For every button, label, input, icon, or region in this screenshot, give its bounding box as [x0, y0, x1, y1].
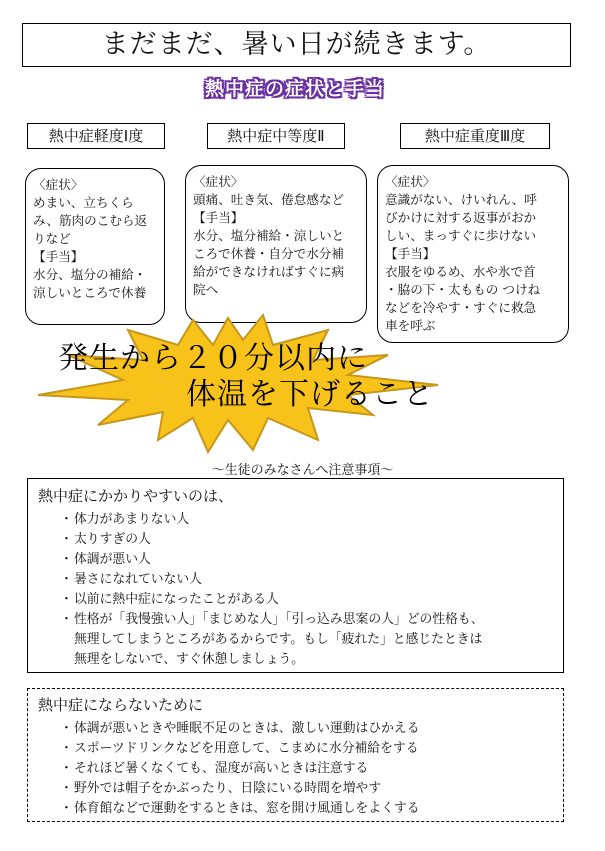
level-3-label: 熱中症重度Ⅲ度 — [400, 123, 550, 149]
card-line: 衣服をゆるめ、水や氷で首 — [385, 264, 536, 279]
list-item-text: 野外では帽子をかぶったり、日陰にいる時間を増やす — [74, 781, 382, 796]
card-line: 〈症状〉 — [385, 174, 436, 189]
list-item-text: それほど暑くなくても、湿度が高いときは注意する — [74, 761, 369, 776]
card-line: ・脇の下・太ももの つけね — [385, 282, 541, 297]
bullet: ・ — [60, 572, 73, 587]
level-1-label: 熱中症軽度Ⅰ度 — [27, 123, 165, 149]
card-line: み、筋肉のこむら返 — [33, 213, 148, 228]
card-line: めまい、立ちくら — [33, 195, 134, 210]
list-item-text: 体育館などで運動をするときは、窓を開け風通しをよくする — [74, 801, 420, 816]
card-line: などを冷やす・すぐに救急 — [385, 300, 537, 315]
list-item — [60, 530, 553, 550]
list-item — [60, 779, 553, 799]
card-line: しい、まっすぐに歩けない — [385, 228, 537, 243]
list-item — [60, 739, 553, 759]
section-banner — [180, 73, 410, 105]
list-item-text: 無理をしないで、すぐ休憩しましょう。 — [74, 652, 305, 667]
list-item-text: 性格が「我慢強い人」「まじめな人」「引っ込み思案の人」どの性格も、 — [74, 612, 484, 627]
card-line: 【手当】 — [33, 249, 84, 264]
bullet: ・ — [60, 592, 73, 607]
list-item — [60, 570, 553, 590]
bullet: ・ — [60, 741, 73, 756]
level-2-label: 熱中症中等度Ⅱ — [207, 123, 345, 149]
list-item — [60, 759, 553, 779]
risk-factors-box — [27, 478, 564, 673]
bullet: ・ — [60, 612, 73, 627]
card-line: びかけに対する返事がおか — [385, 210, 537, 225]
list-item-text: 体力があまりない人 — [74, 512, 190, 527]
bullet: ・ — [60, 552, 73, 567]
card-line: 〈症状〉 — [33, 177, 84, 192]
list-item — [60, 510, 553, 530]
list-item-text: 体調が悪いときや睡眠不足のときは、激しい運動はひかえる — [74, 721, 420, 736]
list-item — [60, 590, 553, 610]
bullet: ・ — [60, 801, 73, 816]
list-item-text: 以前に熱中症になったことがある人 — [74, 592, 279, 607]
list-item — [60, 799, 553, 819]
bullet: ・ — [60, 781, 73, 796]
list-item — [60, 610, 553, 670]
card-line: 車を呼ぶ — [385, 318, 436, 333]
list-item-text: スポーツドリンクなどを用意して、こまめに水分補給をする — [74, 741, 419, 756]
card-line: 涼しいところで休養 — [33, 285, 147, 300]
card-line: 【手当】 — [385, 246, 436, 261]
bullet: ・ — [60, 532, 73, 547]
card-line: 水分、塩分補給・涼しいと — [193, 228, 345, 243]
bullet: ・ — [60, 761, 73, 776]
risk-factors-list — [38, 510, 553, 670]
prevention-title: 熱中症にならないために — [38, 696, 204, 714]
card-line: ころで休養・自分で水分補 — [193, 246, 344, 261]
card-line: 院へ — [193, 282, 219, 297]
list-item — [60, 719, 553, 739]
list-item-text: 無理してしまうところがあるからです。もし「疲れた」と感じたときは — [74, 632, 483, 647]
prevention-box — [27, 688, 564, 822]
card-line: りなど — [33, 231, 71, 246]
prevention-list — [38, 719, 553, 819]
bullet: ・ — [60, 721, 73, 736]
card-line: 水分、塩分の補給・ — [33, 267, 147, 282]
card-line: 〈症状〉 — [193, 174, 244, 189]
list-item-text: 暑さになれていない人 — [74, 572, 202, 587]
card-line: 頭痛、吐き気、倦怠感など — [193, 192, 345, 207]
urgent-line-2: 体温を下げること — [186, 377, 434, 412]
list-item-text: 体調が悪い人 — [74, 552, 151, 567]
risk-factors-title: 熱中症にかかりやすいのは、 — [38, 487, 234, 505]
page-title: まだまだ、暑い日が続きます。 — [22, 23, 571, 67]
section-banner-text: 熱中症の症状と手当 — [204, 78, 385, 100]
card-line: 給ができなければすぐに病 — [193, 264, 345, 279]
card-line: 意識がない、けいれん、呼 — [385, 192, 537, 207]
notice-heading: ～生徒のみなさんへ注意事項～ — [211, 463, 394, 478]
bullet: ・ — [60, 512, 73, 527]
card-line: 【手当】 — [193, 210, 244, 225]
list-item — [60, 550, 553, 570]
urgent-line-1: 発生から２０分以内に — [58, 341, 368, 376]
list-item-text: 太りすぎの人 — [74, 532, 151, 547]
